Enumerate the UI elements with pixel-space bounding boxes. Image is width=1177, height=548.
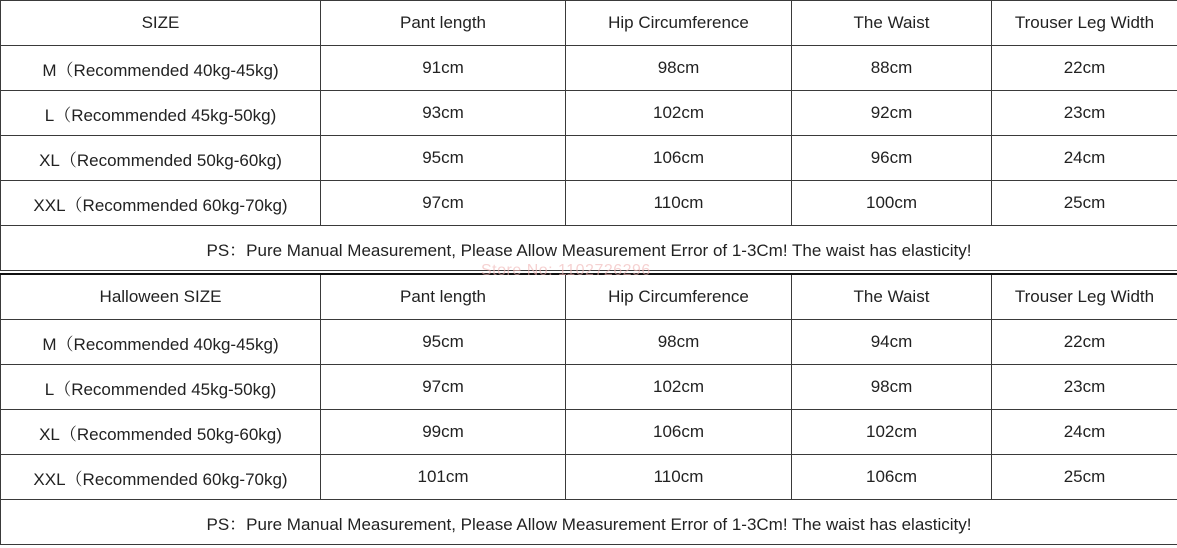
size-cell: XL（Recommended 50kg-60kg) xyxy=(1,136,321,181)
pant-length-cell: 97cm xyxy=(321,365,566,410)
pant-length-cell: 95cm xyxy=(321,320,566,365)
store-watermark: Store No: 1102726296 xyxy=(481,262,651,279)
column-header-hip-circumference: Hip Circumference xyxy=(566,274,792,320)
pant-length-cell: 99cm xyxy=(321,410,566,455)
waist-cell: 92cm xyxy=(792,91,992,136)
table-row xyxy=(1,320,1177,365)
size-table-halloween xyxy=(0,273,1177,545)
size-cell: M（Recommended 40kg-45kg) xyxy=(1,46,321,91)
column-header-waist: The Waist xyxy=(792,1,992,46)
column-header-leg-width: Trouser Leg Width xyxy=(992,274,1177,320)
table-row xyxy=(1,455,1177,500)
leg-width-cell: 23cm xyxy=(992,91,1177,136)
note-row xyxy=(1,226,1177,271)
measurement-note: PS：Pure Manual Measurement, Please Allow Measurement Error of 1-3Cm! The waist has elasticity! xyxy=(1,500,1177,545)
column-header-leg-width: Trouser Leg Width xyxy=(992,1,1177,46)
hip-cell: 110cm xyxy=(566,181,792,226)
column-header-pant-length: Pant length xyxy=(321,274,566,320)
table-row xyxy=(1,91,1177,136)
hip-cell: 98cm xyxy=(566,46,792,91)
waist-cell: 106cm xyxy=(792,455,992,500)
table-header-row xyxy=(1,274,1177,320)
waist-cell: 88cm xyxy=(792,46,992,91)
size-cell: XXL（Recommended 60kg-70kg) xyxy=(1,455,321,500)
note-row xyxy=(1,500,1177,545)
leg-width-cell: 24cm xyxy=(992,136,1177,181)
waist-cell: 96cm xyxy=(792,136,992,181)
pant-length-cell: 97cm xyxy=(321,181,566,226)
pant-length-cell: 101cm xyxy=(321,455,566,500)
waist-cell: 94cm xyxy=(792,320,992,365)
waist-cell: 100cm xyxy=(792,181,992,226)
hip-cell: 106cm xyxy=(566,410,792,455)
size-cell: XXL（Recommended 60kg-70kg) xyxy=(1,181,321,226)
leg-width-cell: 25cm xyxy=(992,181,1177,226)
waist-cell: 98cm xyxy=(792,365,992,410)
pant-length-cell: 91cm xyxy=(321,46,566,91)
size-table-standard xyxy=(0,0,1177,271)
measurement-note: PS：Pure Manual Measurement, Please Allow Measurement Error of 1-3Cm! The waist has elasticity! xyxy=(1,226,1177,271)
column-header-hip-circumference: Hip Circumference xyxy=(566,1,792,46)
column-header-pant-length: Pant length xyxy=(321,1,566,46)
column-header-size: SIZE xyxy=(1,1,321,46)
leg-width-cell: 22cm xyxy=(992,320,1177,365)
waist-cell: 102cm xyxy=(792,410,992,455)
hip-cell: 102cm xyxy=(566,91,792,136)
table-row xyxy=(1,136,1177,181)
hip-cell: 110cm xyxy=(566,455,792,500)
table-row xyxy=(1,181,1177,226)
table-row xyxy=(1,410,1177,455)
table-header-row xyxy=(1,1,1177,46)
column-header-halloween-size: Halloween SIZE xyxy=(1,274,321,320)
leg-width-cell: 22cm xyxy=(992,46,1177,91)
size-cell: L（Recommended 45kg-50kg) xyxy=(1,365,321,410)
pant-length-cell: 93cm xyxy=(321,91,566,136)
hip-cell: 98cm xyxy=(566,320,792,365)
hip-cell: 106cm xyxy=(566,136,792,181)
pant-length-cell: 95cm xyxy=(321,136,566,181)
leg-width-cell: 25cm xyxy=(992,455,1177,500)
leg-width-cell: 23cm xyxy=(992,365,1177,410)
hip-cell: 102cm xyxy=(566,365,792,410)
table-row xyxy=(1,46,1177,91)
size-cell: M（Recommended 40kg-45kg) xyxy=(1,320,321,365)
column-header-waist: The Waist xyxy=(792,274,992,320)
size-cell: XL（Recommended 50kg-60kg) xyxy=(1,410,321,455)
table-row xyxy=(1,365,1177,410)
leg-width-cell: 24cm xyxy=(992,410,1177,455)
size-cell: L（Recommended 45kg-50kg) xyxy=(1,91,321,136)
